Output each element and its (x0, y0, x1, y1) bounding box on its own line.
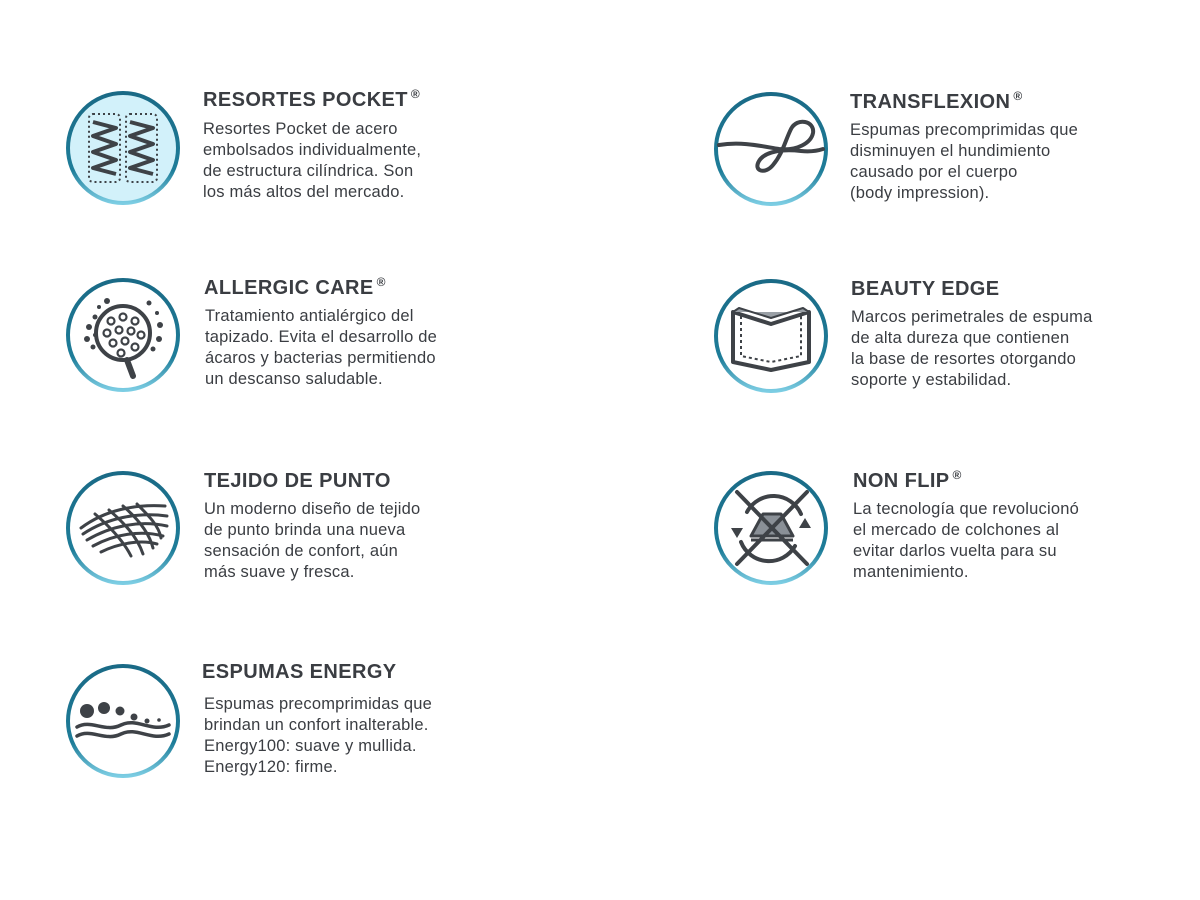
foam-waves-icon (65, 663, 181, 779)
pocket-springs-icon (65, 90, 181, 206)
feature-description: Marcos perimetrales de espuma de alta dureza que contienen la base de resortes otorgando soporte y estabilidad. (851, 308, 1093, 389)
loop-foam-icon (713, 91, 829, 207)
registered-mark: ® (376, 275, 386, 289)
registered-mark: ® (1013, 89, 1023, 103)
feature-description: Espumas precomprimidas que disminuyen el hundimiento causado por el cuerpo (body impression). (850, 121, 1079, 202)
feature-title: TRANSFLEXION (850, 91, 1011, 113)
feature-title: RESORTES POCKET (203, 89, 408, 111)
feature-description: Espumas precomprimidas que brindan un confort inalterable. Energy100: suave y mullida. Energy120: firme. (204, 695, 433, 776)
feature-title: TEJIDO DE PUNTO (204, 470, 391, 492)
magnifier-mites-icon (65, 277, 181, 393)
feature-description: Resortes Pocket de acero embolsados individualmente, de estructura cilíndrica. Son los más altos del mercado. (203, 120, 422, 201)
registered-mark: ® (410, 87, 421, 101)
no-flip-icon (713, 470, 829, 586)
registered-mark: ® (952, 468, 962, 482)
feature-description: Tratamiento antialérgico del tapizado. Evita el desarrollo de ácaros y bacterias permitiendo un descanso saludable. (205, 307, 438, 388)
feature-title: NON FLIP (853, 470, 950, 492)
feature-description: La tecnología que revolucionó el mercado de colchones al evitar darlos vuelta para su mantenimiento. (853, 500, 1079, 581)
edge-frame-icon (713, 278, 829, 394)
feature-title: BEAUTY EDGE (851, 278, 1000, 300)
feature-title: ESPUMAS ENERGY (202, 661, 397, 683)
feature-description: Un moderno diseño de tejido de punto brinda una nueva sensación de confort, aún más suave y fresca. (204, 500, 421, 581)
feature-title: ALLERGIC CARE (204, 277, 374, 299)
knit-fabric-icon (65, 470, 181, 586)
